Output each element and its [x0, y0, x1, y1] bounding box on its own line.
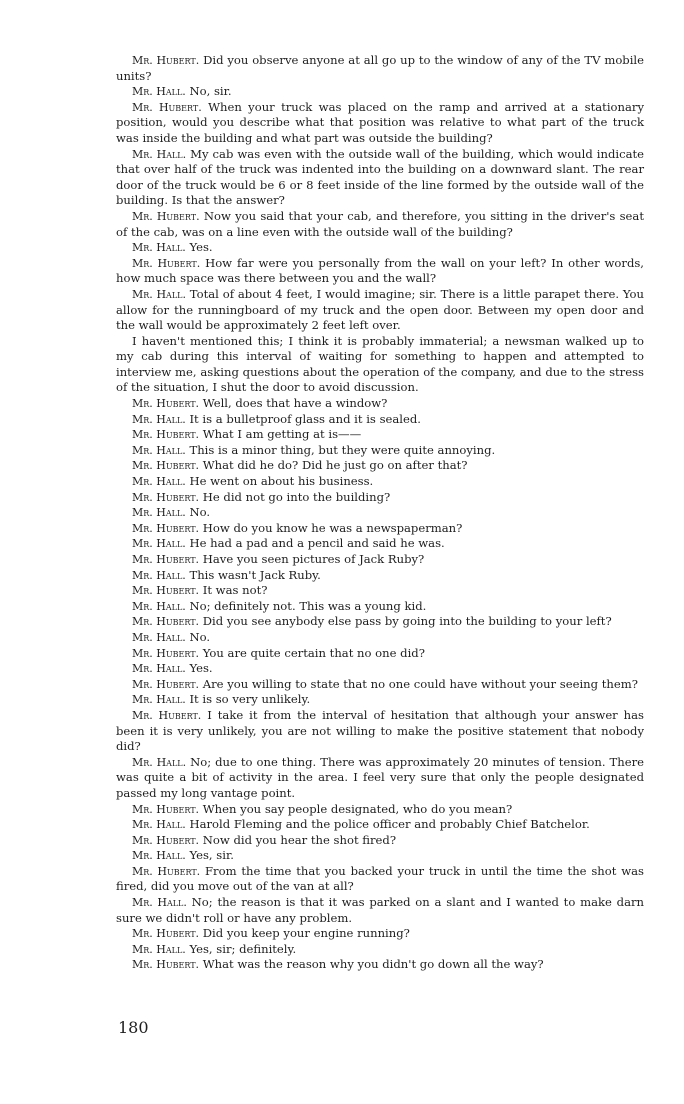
speaker-name: Mr. Hubert. — [132, 927, 200, 941]
transcript-paragraph — [116, 833, 644, 849]
transcript-paragraph — [116, 240, 644, 256]
transcript-paragraph — [116, 147, 644, 209]
transcript-paragraph — [116, 895, 644, 926]
paragraph-text: No. — [189, 505, 211, 520]
paragraph-text: My cab was even with the outside wall of the building, which would indicate that over half of the truck was indented into the building on a downward slant. The rear door of the truck would be 6 or 8 feet inside of the line formed by the outside wall of the building. Is that the answer? — [116, 146, 645, 208]
speaker-name: Mr. Hall. — [132, 599, 186, 613]
speaker-name: Mr. Hubert. — [132, 521, 200, 535]
paragraph-text: Did you keep your engine running? — [202, 926, 410, 941]
transcript-paragraph — [116, 412, 644, 428]
speaker-name: Mr. Hall. — [132, 506, 186, 520]
transcript-paragraph — [116, 708, 644, 755]
speaker-name: Mr. Hubert. — [132, 100, 202, 114]
speaker-name: Mr. Hubert. — [132, 864, 201, 878]
speaker-name: Mr. Hall. — [132, 537, 186, 551]
paragraph-text: It is so very unlikely. — [189, 692, 311, 707]
speaker-name: Mr. Hall. — [132, 662, 186, 676]
speaker-name: Mr. Hall. — [132, 896, 187, 910]
speaker-name: Mr. Hall. — [132, 443, 186, 457]
transcript-paragraph — [116, 53, 644, 84]
transcript-paragraph — [116, 458, 644, 474]
paragraph-text: He went on about his business. — [189, 474, 374, 489]
paragraph-text: When you say people designated, who do you mean? — [202, 801, 513, 816]
paragraph-text: It is a bulletproof glass and it is sealed. — [189, 411, 421, 426]
speaker-name: Mr. Hubert. — [132, 428, 200, 442]
speaker-name: Mr. Hubert. — [132, 833, 200, 847]
speaker-name: Mr. Hall. — [132, 241, 186, 255]
paragraph-text: Yes, sir; definitely. — [189, 941, 297, 956]
transcript-paragraph — [116, 490, 644, 506]
paragraph-text: When your truck was placed on the ramp and arrived at a stationary position, would you describe what that position was relative to what part of the truck was inside the building and what part was outside the building? — [116, 99, 644, 145]
speaker-name: Mr. Hall. — [132, 755, 187, 769]
transcript-paragraph — [116, 427, 644, 443]
transcript-paragraph — [116, 583, 644, 599]
transcript-paragraph — [116, 677, 644, 693]
speaker-name: Mr. Hubert. — [132, 646, 200, 660]
speaker-name: Mr. Hall. — [132, 147, 187, 161]
paragraph-text: How do you know he was a newspaperman? — [202, 520, 463, 535]
paragraph-text: You are quite certain that no one did? — [202, 645, 425, 660]
paragraph-text: What did he do? Did he just go on after that? — [202, 458, 468, 473]
paragraph-text: No; due to one thing. There was approximately 20 minutes of tension. There was quite a bit of activity in the area. I feel very sure that only the people designated passed my long vantage point. — [116, 754, 645, 800]
transcript-paragraph — [116, 661, 644, 677]
transcript-paragraph — [116, 614, 644, 630]
transcript-paragraph — [116, 630, 644, 646]
paragraph-text: From the time that you backed your truck in until the time the shot was fired, did you move out of the van at all? — [116, 863, 644, 894]
transcript-paragraph — [116, 646, 644, 662]
paragraph-text: This wasn't Jack Ruby. — [189, 567, 321, 582]
transcript-paragraph — [116, 755, 644, 802]
paragraph-text: He did not go into the building? — [202, 489, 391, 504]
transcript-paragraph — [116, 552, 644, 568]
speaker-name: Mr. Hubert. — [132, 958, 200, 972]
speaker-name: Mr. Hubert. — [132, 256, 201, 270]
paragraph-text: Yes. — [189, 240, 213, 255]
paragraph-text: What was the reason why you didn't go down all the way? — [202, 957, 544, 972]
page-number: 180 — [118, 1018, 149, 1037]
transcript-paragraph — [116, 864, 644, 895]
speaker-name: Mr. Hubert. — [132, 490, 200, 504]
transcript-paragraph — [116, 568, 644, 584]
speaker-name: Mr. Hubert. — [132, 584, 200, 598]
speaker-name: Mr. Hall. — [132, 818, 186, 832]
transcript-paragraph — [116, 100, 644, 147]
transcript-paragraph — [116, 474, 644, 490]
speaker-name: Mr. Hubert. — [132, 209, 200, 223]
transcript-paragraph — [116, 848, 644, 864]
paragraph-text: I take it from the interval of hesitation that although your answer has been it is very unlikely, you are not willing to make the positive statement that nobody did? — [116, 707, 644, 754]
transcript-paragraph — [116, 926, 644, 942]
speaker-name: Mr. Hall. — [132, 568, 186, 582]
paragraph-text: No; the reason is that it was parked on a slant and I wanted to make darn sure we didn't roll or have any problem. — [116, 895, 644, 925]
paragraph-text: Total of about 4 feet, I would imagine; sir. There is a little parapet there. You allow for the runningboard of my truck and the open door. Between my open door and the wall would be approximately 2 feet left over. — [116, 286, 644, 333]
speaker-name: Mr. Hubert. — [132, 802, 200, 816]
speaker-name: Mr. Hubert. — [132, 553, 200, 566]
paragraph-text: No, sir. — [189, 84, 232, 99]
transcript-paragraph — [116, 443, 644, 459]
transcript-paragraph — [116, 287, 644, 334]
speaker-name: Mr. Hall. — [132, 693, 186, 707]
testimony-transcript — [116, 53, 644, 973]
paragraph-text: What I am getting at is—— — [202, 427, 362, 442]
paragraph-text: How far were you personally from the wall on your left? In other words, how much space was there between you and the wall? — [116, 255, 644, 286]
transcript-paragraph — [116, 505, 644, 521]
paragraph-text: Now did you hear the shot fired? — [202, 832, 397, 847]
paragraph-text: I haven't mentioned this; I think it is probably immaterial; a newsman walked up to my cab during this interval of waiting for something to happen and attempted to interview me, asking questions about the operation of the company, and due to the stress of the situation, I shut the door to avoid discussion. — [116, 333, 644, 395]
transcript-paragraph — [116, 802, 644, 818]
speaker-name: Mr. Hubert. — [132, 397, 200, 411]
speaker-name: Mr. Hall. — [132, 287, 186, 301]
transcript-paragraph — [116, 942, 644, 958]
speaker-name: Mr. Hall. — [132, 849, 186, 863]
speaker-name: Mr. Hall. — [132, 630, 186, 644]
speaker-name: Mr. Hubert. — [132, 615, 200, 629]
paragraph-text: No. — [189, 629, 211, 644]
paragraph-text: He had a pad and a pencil and said he was. — [189, 536, 445, 551]
transcript-paragraph — [116, 521, 644, 537]
speaker-name: Mr. Hall. — [132, 942, 186, 956]
speaker-name: Mr. Hubert. — [132, 459, 200, 473]
paragraph-text: It was not? — [202, 583, 268, 598]
transcript-paragraph — [116, 209, 644, 240]
paragraph-text: Yes. — [189, 661, 213, 676]
transcript-paragraph — [116, 817, 644, 833]
paragraph-text: Are you willing to state that no one could have without your seeing them? — [202, 676, 638, 691]
speaker-name: Mr. Hall. — [132, 85, 186, 99]
transcript-paragraph — [116, 84, 644, 100]
paragraph-text: No; definitely not. This was a young kid. — [189, 598, 427, 613]
speaker-name: Mr. Hall. — [132, 475, 186, 489]
speaker-name: Mr. Hubert. — [132, 708, 202, 722]
transcript-paragraph — [116, 536, 644, 552]
paragraph-text: Yes, sir. — [189, 848, 234, 863]
paragraph-text: Well, does that have a window? — [202, 396, 388, 411]
speaker-name: Mr. Hall. — [132, 412, 186, 426]
paragraph-text: Harold Fleming and the police officer and probably Chief Batchelor. — [189, 817, 590, 832]
paragraph-text: Now you said that your cab, and therefore, you sitting in the driver's seat of the cab, was on a line even with the outside wall of the building? — [116, 208, 644, 239]
paragraph-text: This is a minor thing, but they were quite annoying. — [189, 442, 496, 457]
transcript-paragraph — [116, 957, 644, 973]
paragraph-text: Did you see anybody else pass by going into the building to your left? — [202, 614, 612, 629]
speaker-name: Mr. Hubert. — [132, 54, 200, 67]
speaker-name: Mr. Hubert. — [132, 677, 200, 691]
transcript-paragraph — [116, 396, 644, 412]
transcript-paragraph — [116, 256, 644, 287]
transcript-paragraph — [116, 692, 644, 708]
paragraph-text: Did you observe anyone at all go up to the window of any of the TV mobile units? — [116, 53, 644, 83]
transcript-paragraph — [116, 599, 644, 615]
paragraph-text: Have you seen pictures of Jack Ruby? — [202, 552, 425, 566]
transcript-paragraph — [116, 334, 644, 396]
